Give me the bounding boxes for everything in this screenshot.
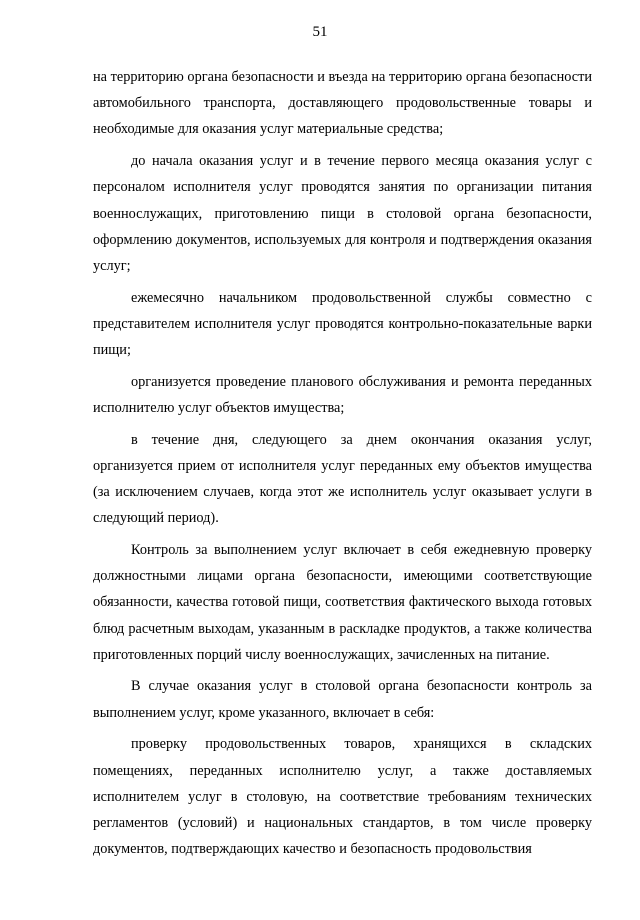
document-body bbox=[93, 64, 592, 868]
paragraph-staff-training: до начала оказания услуг и в течение первого месяца оказания услуг с персоналом исполнителя услуг проводятся занятия по организации питания военнослужащих, приготовлению пищи в столовой органа безопасности, оформлению документов, используемых для контроля и подтверждения оказания услуг; bbox=[93, 153, 592, 274]
paragraph-canteen-control: В случае оказания услуг в столовой органа безопасности контроль за выполнением услуг, кроме указанного, включает в себя: bbox=[93, 678, 592, 721]
paragraph-monthly-cooking: ежемесячно начальником продовольственной службы совместно с представителем исполнителя услуг проводятся контрольно-показательные варки пищи; bbox=[93, 289, 592, 359]
paragraph-property-return: в течение дня, следующего за днем окончания оказания услуг, организуется прием от исполнителя услуг переданных ему объектов имущества (за исключением случаев, когда этот же исполнитель услуг оказывает услуги в следующий период). bbox=[93, 431, 592, 527]
paragraph-continuation: на территорию органа безопасности и въезда на территорию органа безопасности автомобильного транспорта, доставляющего продовольственные товары и необходимые для оказания услуг материальные средства; bbox=[93, 69, 592, 138]
paragraph-daily-control: Контроль за выполнением услуг включает в себя ежедневную проверку должностными лицами органа безопасности, имеющими соответствующие обязанности, качества готовой пищи, соответствия фактического выхода готовых блюд расчетным выходам, указанным в раскладке продуктов, а также количества приготовленных порций числу военнослужащих, зачисленных на питание. bbox=[93, 541, 592, 663]
paragraph-food-check: проверку продовольственных товаров, хранящихся в складских помещениях, переданных исполнителю услуг, а также доставляемых исполнителем услуг в столовую, на соответствие требованиям технических регламентов (условий) и национальных стандартов, в том числе проверку документов, подтверждающих качество и безопасность продовольствия bbox=[93, 736, 592, 858]
page-number: 51 bbox=[312, 24, 328, 40]
paragraph-maintenance: организуется проведение планового обслуживания и ремонта переданных исполнителю услуг объектов имущества; bbox=[93, 373, 592, 416]
